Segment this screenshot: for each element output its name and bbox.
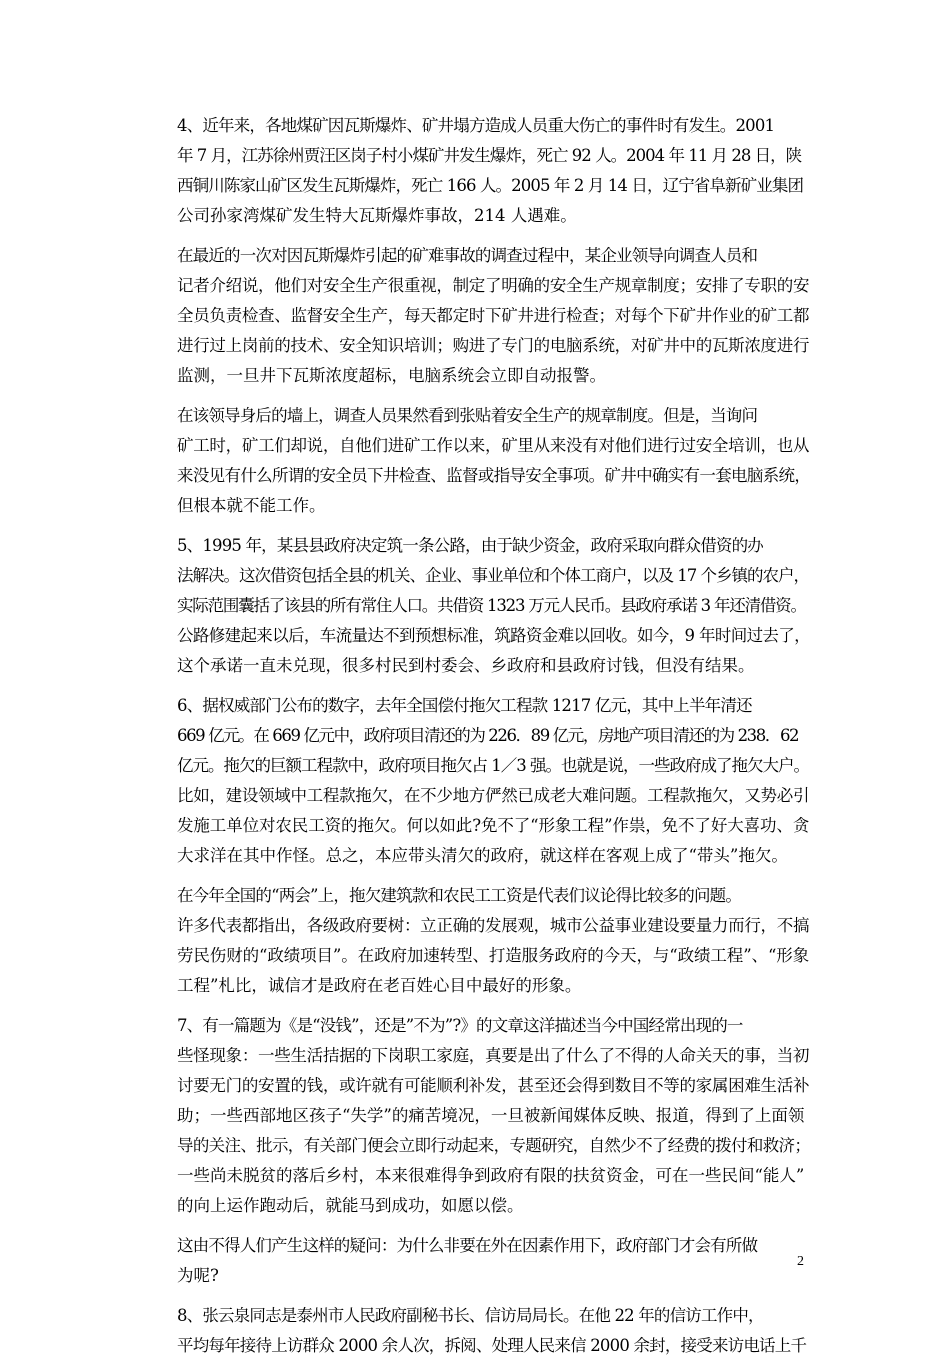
paragraph xyxy=(144,881,809,1001)
paragraph xyxy=(144,401,809,521)
text-line: 讨要无门的安置的钱，或许就有可能顺利补发，甚至还会得到数目不等的家属困难生活补 xyxy=(177,1076,810,1095)
paragraph xyxy=(144,1301,809,1361)
text-line: 公司孙家湾煤矿发生特大瓦斯爆炸事故，214 人遇难。 xyxy=(177,206,577,225)
paragraph xyxy=(144,241,809,391)
text-line: 助；一些西部地区孩子“失学”的痛苦境况，一旦被新闻媒体反映、报道，得到了上面领 xyxy=(177,1106,805,1125)
text-line: 公路修建起来以后，车流量达不到预想标准，筑路资金难以回收。如今，9 年时间过去了， xyxy=(177,626,811,645)
text-line: 进行过上岗前的技术、安全知识培训；购进了专门的电脑系统，对矿井中的瓦斯浓度进行 xyxy=(177,336,810,355)
text-line: 全员负责检查、监督安全生产，每天都定时下矿井进行检查；对每个下矿井作业的矿工都 xyxy=(177,306,810,325)
paragraph xyxy=(144,691,809,871)
text-line: 比如，建设领域中工程款拖欠，在不少地方俨然已成老大难问题。工程款拖欠，又势必引 xyxy=(177,786,810,805)
paragraph xyxy=(144,1231,809,1291)
text-line: 导的关注、批示，有关部门便会立即行动起来，专题研究，自然少不了经费的拨付和救济； xyxy=(177,1136,811,1155)
text-line: 发施工单位对农民工资的拖欠。何以如此?免不了“形象工程”作祟，免不了好大喜功、贪 xyxy=(177,816,810,835)
body-text xyxy=(144,111,809,1371)
text-line: 法解决。这次借资包括全县的机关、企业、事业单位和个体工商户，以及 17 个乡镇的农户， xyxy=(177,566,809,585)
text-line: 一些尚未脱贫的落后乡村，本来很难得争到政府有限的扶贫资金，可在一些民间“能人” xyxy=(177,1166,805,1185)
text-line: 劳民伤财的“政绩项目”。在政府加速转型、打造服务政府的今天，与“政绩工程”、“形象 xyxy=(177,946,810,965)
text-line: 在该领导身后的墙上，调查人员果然看到张贴着安全生产的规章制度。但是，当询问 xyxy=(177,406,758,425)
text-line: 8、张云泉同志是泰州市人民政府副秘书长、信访局局长。在他 22 年的信访工作中， xyxy=(177,1306,764,1325)
paragraph xyxy=(144,111,809,231)
text-line: 监测，一旦井下瓦斯浓度超标，电脑系统会立即自动报警。 xyxy=(177,366,606,385)
text-line: 亿元。拖欠的巨额工程款中，政府项目拖欠占 1／3 强。也就是说，一些政府成了拖欠大户。 xyxy=(177,756,809,775)
page-number: 2 xyxy=(797,1254,804,1269)
paragraph xyxy=(144,531,809,681)
text-line: 记者介绍说，他们对安全生产很重视，制定了明确的安全生产规章制度；安排了专职的安 xyxy=(177,276,810,295)
text-line: 为呢? xyxy=(177,1266,219,1285)
text-line: 矿工时，矿工们却说，自他们进矿工作以来，矿里从来没有对他们进行过安全培训，也从 xyxy=(177,436,810,455)
text-line: 这个承诺一直未兑现，很多村民到村委会、乡政府和县政府讨钱，但没有结果。 xyxy=(177,656,755,675)
text-line: 在最近的一次对因瓦斯爆炸引起的矿难事故的调查过程中，某企业领导向调查人员和 xyxy=(177,246,758,265)
text-line: 但根本就不能工作。 xyxy=(177,496,326,515)
text-line: 669 亿元。在 669 亿元中，政府项目清还的为 226．89 亿元，房地产项目清还的为 238．62 xyxy=(177,726,799,745)
text-line: 这由不得人们产生这样的疑问：为什么非要在外在因素作用下，政府部门才会有所做 xyxy=(177,1236,758,1255)
text-line: 实际范围囊括了该县的所有常住人口。共借资 1323 万元人民币。县政府承诺 3 年还清借资。 xyxy=(177,596,806,615)
text-line: 许多代表都指出，各级政府要树：立正确的发展观，城市公益事业建设要量力而行，不搞 xyxy=(177,916,810,935)
text-line: 平均每年接待上访群众 2000 余人次，拆阅、处理人民来信 2000 余封，接受来访电话上千 xyxy=(177,1336,807,1355)
text-line: 在今年全国的“两会”上，拖欠建筑款和农民工工资是代表们议论得比较多的问题。 xyxy=(177,886,742,905)
text-line: 西铜川陈家山矿区发生瓦斯爆炸，死亡 166 人。2005 年 2 月 14 日，辽宁省阜新矿业集团 xyxy=(177,176,804,195)
text-line: 5、1995 年，某县县政府决定筑一条公路，由于缺少资金，政府采取向群众借资的办 xyxy=(177,536,763,555)
text-line: 年 7 月，江苏徐州贾汪区岗子村小煤矿井发生爆炸，死亡 92 人。2004 年 11 月 28 日，陕 xyxy=(177,146,802,165)
text-line: 的向上运作跑动后，就能马到成功，如愿以偿。 xyxy=(177,1196,524,1215)
text-line: 6、据权威部门公布的数字，去年全国偿付拖欠工程款 1217 亿元，其中上半年清还 xyxy=(177,696,752,715)
text-line: 来没见有什么所谓的安全员下井检查、监督或指导安全事项。矿井中确实有一套电脑系统， xyxy=(177,466,811,485)
paragraph xyxy=(144,1011,809,1221)
text-line: 7、有一篇题为《是“没钱”，还是”不为”?》的文章这洋描述当今中国经常出现的一 xyxy=(177,1016,743,1035)
text-line: 4、近年来，各地煤矿因瓦斯爆炸、矿井塌方造成人员重大伤亡的事件时有发生。2001 xyxy=(177,116,775,135)
text-line: 些怪现象：一些生活拮据的下岗职工家庭，真要是出了什么了不得的人命关天的事，当初 xyxy=(177,1046,810,1065)
text-line: 大求洋在其中作怪。总之，本应带头清欠的政府，就这样在客观上成了“带头”拖欠。 xyxy=(177,846,788,865)
text-line: 工程”札比，诚信才是政府在老百姓心目中最好的形象。 xyxy=(177,976,582,995)
